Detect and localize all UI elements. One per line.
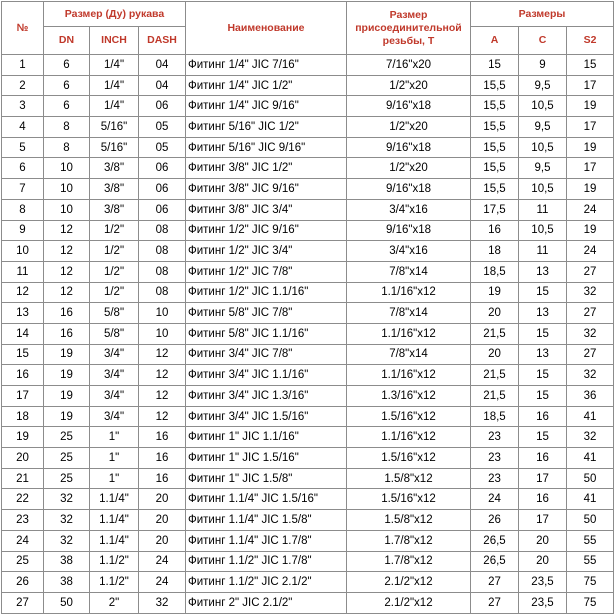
cell-number: 24 [2, 530, 44, 551]
cell-dn: 25 [44, 427, 90, 448]
cell-inch: 3/8" [90, 199, 139, 220]
cell-number: 20 [2, 448, 44, 469]
cell-a: 16 [471, 220, 519, 241]
cell-dash: 06 [139, 179, 186, 200]
cell-a: 23 [471, 427, 519, 448]
cell-thread: 1/2"x20 [347, 117, 471, 138]
cell-thread: 1.5/8"x12 [347, 468, 471, 489]
cell-name: Фитинг 3/4" JIC 7/8" [186, 344, 347, 365]
cell-number: 25 [2, 551, 44, 572]
cell-thread: 1/2"x20 [347, 158, 471, 179]
fittings-table [1, 1, 614, 614]
cell-s2: 55 [567, 551, 614, 572]
cell-inch: 5/8" [90, 303, 139, 324]
cell-name: Фитинг 1" JIC 1.5/8" [186, 468, 347, 489]
cell-c: 13 [519, 303, 567, 324]
cell-number: 21 [2, 468, 44, 489]
cell-thread: 7/8"x14 [347, 261, 471, 282]
cell-a: 24 [471, 489, 519, 510]
cell-dn: 32 [44, 489, 90, 510]
cell-a: 19 [471, 282, 519, 303]
cell-inch: 1" [90, 468, 139, 489]
cell-inch: 3/4" [90, 344, 139, 365]
table-row [2, 220, 614, 241]
cell-number: 2 [2, 75, 44, 96]
cell-c: 13 [519, 344, 567, 365]
table-row [2, 427, 614, 448]
table-row [2, 75, 614, 96]
cell-dash: 20 [139, 489, 186, 510]
cell-a: 26,5 [471, 551, 519, 572]
header-thread-size-line1: Размер [389, 8, 428, 21]
cell-number: 27 [2, 592, 44, 613]
cell-s2: 15 [567, 55, 614, 76]
cell-thread: 1/2"x20 [347, 75, 471, 96]
cell-c: 9,5 [519, 158, 567, 179]
header-thread-size [347, 2, 471, 55]
cell-a: 20 [471, 303, 519, 324]
cell-name: Фитинг 1/2" JIC 9/16" [186, 220, 347, 241]
cell-c: 20 [519, 530, 567, 551]
cell-name: Фитинг 1.1/2" JIC 1.7/8" [186, 551, 347, 572]
header-dn: DN [44, 27, 90, 55]
cell-dash: 24 [139, 572, 186, 593]
cell-a: 17,5 [471, 199, 519, 220]
cell-number: 4 [2, 117, 44, 138]
cell-a: 15,5 [471, 179, 519, 200]
cell-name: Фитинг 5/16" JIC 9/16" [186, 137, 347, 158]
cell-number: 6 [2, 158, 44, 179]
cell-name: Фитинг 1.1/4" JIC 1.7/8" [186, 530, 347, 551]
table-row [2, 137, 614, 158]
table-row [2, 510, 614, 531]
cell-a: 18,5 [471, 406, 519, 427]
cell-name: Фитинг 1/2" JIC 3/4" [186, 241, 347, 262]
cell-thread: 7/8"x14 [347, 344, 471, 365]
cell-c: 15 [519, 386, 567, 407]
cell-s2: 17 [567, 158, 614, 179]
cell-inch: 3/4" [90, 386, 139, 407]
cell-dn: 10 [44, 179, 90, 200]
cell-c: 23,5 [519, 572, 567, 593]
table-row [2, 96, 614, 117]
cell-dash: 05 [139, 137, 186, 158]
cell-name: Фитинг 5/8" JIC 7/8" [186, 303, 347, 324]
cell-a: 15,5 [471, 117, 519, 138]
header-name: Наименование [186, 2, 347, 55]
cell-dash: 20 [139, 530, 186, 551]
cell-inch: 1.1/4" [90, 489, 139, 510]
cell-dash: 16 [139, 468, 186, 489]
cell-s2: 17 [567, 75, 614, 96]
cell-thread: 1.1/16"x12 [347, 323, 471, 344]
table-row [2, 158, 614, 179]
header-number: № [2, 2, 44, 55]
table-row [2, 344, 614, 365]
cell-inch: 1/4" [90, 75, 139, 96]
cell-dn: 32 [44, 510, 90, 531]
cell-inch: 2" [90, 592, 139, 613]
cell-number: 13 [2, 303, 44, 324]
header-sleeve-size: Размер (Ду) рукава [44, 2, 186, 27]
cell-c: 15 [519, 365, 567, 386]
cell-s2: 36 [567, 386, 614, 407]
cell-dn: 19 [44, 406, 90, 427]
cell-s2: 32 [567, 282, 614, 303]
cell-s2: 19 [567, 179, 614, 200]
header-inch: INCH [90, 27, 139, 55]
cell-dn: 12 [44, 282, 90, 303]
cell-a: 15 [471, 55, 519, 76]
cell-dash: 16 [139, 448, 186, 469]
table-row [2, 303, 614, 324]
cell-name: Фитинг 1.1/4" JIC 1.5/8" [186, 510, 347, 531]
cell-dn: 8 [44, 117, 90, 138]
cell-dn: 25 [44, 468, 90, 489]
cell-inch: 1/2" [90, 220, 139, 241]
header-dimensions: Размеры [471, 2, 614, 27]
cell-number: 7 [2, 179, 44, 200]
cell-dash: 12 [139, 365, 186, 386]
cell-a: 26 [471, 510, 519, 531]
cell-name: Фитинг 3/8" JIC 1/2" [186, 158, 347, 179]
cell-c: 17 [519, 468, 567, 489]
cell-thread: 1.1/16"x12 [347, 427, 471, 448]
cell-s2: 19 [567, 137, 614, 158]
cell-number: 17 [2, 386, 44, 407]
cell-thread: 1.7/8"x12 [347, 551, 471, 572]
cell-s2: 55 [567, 530, 614, 551]
cell-s2: 41 [567, 406, 614, 427]
cell-s2: 17 [567, 117, 614, 138]
cell-c: 11 [519, 199, 567, 220]
cell-dash: 05 [139, 117, 186, 138]
cell-inch: 1/4" [90, 55, 139, 76]
cell-c: 23,5 [519, 592, 567, 613]
cell-name: Фитинг 5/8" JIC 1.1/16" [186, 323, 347, 344]
cell-c: 17 [519, 510, 567, 531]
cell-c: 10,5 [519, 220, 567, 241]
cell-name: Фитинг 2" JIC 2.1/2" [186, 592, 347, 613]
cell-inch: 3/4" [90, 406, 139, 427]
cell-name: Фитинг 3/8" JIC 9/16" [186, 179, 347, 200]
cell-s2: 27 [567, 344, 614, 365]
cell-name: Фитинг 3/4" JIC 1.5/16" [186, 406, 347, 427]
table-row [2, 572, 614, 593]
table-row [2, 323, 614, 344]
cell-name: Фитинг 1.1/2" JIC 2.1/2" [186, 572, 347, 593]
cell-s2: 50 [567, 468, 614, 489]
table-body [2, 55, 614, 614]
cell-number: 3 [2, 96, 44, 117]
cell-dn: 6 [44, 55, 90, 76]
cell-dn: 12 [44, 261, 90, 282]
cell-thread: 7/16"x20 [347, 55, 471, 76]
cell-dash: 08 [139, 220, 186, 241]
cell-number: 12 [2, 282, 44, 303]
cell-dash: 06 [139, 158, 186, 179]
cell-dn: 32 [44, 530, 90, 551]
table-row [2, 261, 614, 282]
cell-a: 18,5 [471, 261, 519, 282]
cell-dn: 38 [44, 572, 90, 593]
cell-name: Фитинг 1/2" JIC 1.1/16" [186, 282, 347, 303]
cell-dn: 12 [44, 220, 90, 241]
cell-dn: 12 [44, 241, 90, 262]
cell-number: 16 [2, 365, 44, 386]
cell-dash: 04 [139, 75, 186, 96]
header-s2: S2 [567, 27, 614, 55]
cell-dash: 08 [139, 261, 186, 282]
cell-dash: 06 [139, 199, 186, 220]
table-row [2, 282, 614, 303]
table-row [2, 241, 614, 262]
cell-inch: 1.1/4" [90, 530, 139, 551]
cell-number: 23 [2, 510, 44, 531]
cell-thread: 9/16"x18 [347, 220, 471, 241]
table-row [2, 386, 614, 407]
cell-inch: 1/4" [90, 96, 139, 117]
cell-s2: 24 [567, 199, 614, 220]
cell-a: 21,5 [471, 386, 519, 407]
cell-thread: 9/16"x18 [347, 179, 471, 200]
header-a: A [471, 27, 519, 55]
cell-s2: 24 [567, 241, 614, 262]
cell-c: 20 [519, 551, 567, 572]
cell-number: 18 [2, 406, 44, 427]
cell-number: 22 [2, 489, 44, 510]
cell-name: Фитинг 5/16" JIC 1/2" [186, 117, 347, 138]
cell-thread: 1.5/16"x12 [347, 448, 471, 469]
cell-dn: 38 [44, 551, 90, 572]
table-row [2, 489, 614, 510]
cell-number: 19 [2, 427, 44, 448]
cell-c: 9,5 [519, 117, 567, 138]
cell-dn: 50 [44, 592, 90, 613]
cell-thread: 3/4"x16 [347, 241, 471, 262]
cell-s2: 19 [567, 220, 614, 241]
cell-s2: 27 [567, 303, 614, 324]
table-row [2, 365, 614, 386]
cell-c: 13 [519, 261, 567, 282]
cell-thread: 1.7/8"x12 [347, 530, 471, 551]
cell-a: 23 [471, 448, 519, 469]
cell-thread: 7/8"x14 [347, 303, 471, 324]
cell-s2: 32 [567, 365, 614, 386]
table-row [2, 551, 614, 572]
cell-dn: 6 [44, 96, 90, 117]
cell-thread: 2.1/2"x12 [347, 592, 471, 613]
cell-c: 9 [519, 55, 567, 76]
cell-dn: 19 [44, 386, 90, 407]
cell-c: 15 [519, 427, 567, 448]
header-c: C [519, 27, 567, 55]
cell-name: Фитинг 3/8" JIC 3/4" [186, 199, 347, 220]
cell-dash: 06 [139, 96, 186, 117]
cell-c: 9,5 [519, 75, 567, 96]
cell-a: 21,5 [471, 323, 519, 344]
cell-c: 10,5 [519, 179, 567, 200]
cell-dash: 16 [139, 427, 186, 448]
cell-inch: 1/2" [90, 261, 139, 282]
cell-thread: 1.5/16"x12 [347, 489, 471, 510]
header-dash: DASH [139, 27, 186, 55]
cell-a: 15,5 [471, 96, 519, 117]
cell-thread: 9/16"x18 [347, 137, 471, 158]
cell-dash: 24 [139, 551, 186, 572]
table-row [2, 530, 614, 551]
cell-name: Фитинг 1/4" JIC 1/2" [186, 75, 347, 96]
cell-name: Фитинг 1/4" JIC 7/16" [186, 55, 347, 76]
cell-thread: 1.1/16"x12 [347, 365, 471, 386]
cell-inch: 3/4" [90, 365, 139, 386]
table-row [2, 117, 614, 138]
cell-s2: 41 [567, 489, 614, 510]
cell-dash: 12 [139, 344, 186, 365]
cell-inch: 5/8" [90, 323, 139, 344]
cell-a: 18 [471, 241, 519, 262]
cell-inch: 5/16" [90, 117, 139, 138]
cell-number: 11 [2, 261, 44, 282]
cell-name: Фитинг 1/4" JIC 9/16" [186, 96, 347, 117]
cell-dash: 20 [139, 510, 186, 531]
cell-dash: 04 [139, 55, 186, 76]
cell-number: 9 [2, 220, 44, 241]
cell-thread: 3/4"x16 [347, 199, 471, 220]
cell-dn: 25 [44, 448, 90, 469]
table-row [2, 179, 614, 200]
cell-c: 16 [519, 448, 567, 469]
table-row [2, 448, 614, 469]
table-row [2, 55, 614, 76]
cell-c: 16 [519, 406, 567, 427]
cell-inch: 1.1/2" [90, 551, 139, 572]
cell-inch: 1.1/4" [90, 510, 139, 531]
cell-dash: 32 [139, 592, 186, 613]
cell-inch: 1.1/2" [90, 572, 139, 593]
cell-s2: 27 [567, 261, 614, 282]
cell-name: Фитинг 3/4" JIC 1.1/16" [186, 365, 347, 386]
cell-dn: 6 [44, 75, 90, 96]
cell-c: 10,5 [519, 96, 567, 117]
cell-s2: 19 [567, 96, 614, 117]
table-row [2, 468, 614, 489]
cell-dn: 10 [44, 199, 90, 220]
cell-name: Фитинг 1" JIC 1.5/16" [186, 448, 347, 469]
cell-s2: 75 [567, 572, 614, 593]
cell-number: 14 [2, 323, 44, 344]
cell-inch: 1" [90, 448, 139, 469]
cell-dn: 19 [44, 365, 90, 386]
cell-name: Фитинг 1.1/4" JIC 1.5/16" [186, 489, 347, 510]
cell-s2: 50 [567, 510, 614, 531]
cell-a: 27 [471, 592, 519, 613]
cell-dash: 08 [139, 282, 186, 303]
cell-name: Фитинг 1" JIC 1.1/16" [186, 427, 347, 448]
cell-number: 5 [2, 137, 44, 158]
cell-a: 26,5 [471, 530, 519, 551]
table-row [2, 406, 614, 427]
cell-inch: 1" [90, 427, 139, 448]
cell-name: Фитинг 1/2" JIC 7/8" [186, 261, 347, 282]
cell-dash: 10 [139, 303, 186, 324]
cell-c: 10,5 [519, 137, 567, 158]
cell-inch: 3/8" [90, 158, 139, 179]
cell-dn: 16 [44, 303, 90, 324]
cell-inch: 1/2" [90, 241, 139, 262]
cell-a: 15,5 [471, 158, 519, 179]
cell-a: 15,5 [471, 75, 519, 96]
cell-inch: 5/16" [90, 137, 139, 158]
cell-thread: 1.5/16"x12 [347, 406, 471, 427]
cell-thread: 1.3/16"x12 [347, 386, 471, 407]
cell-inch: 1/2" [90, 282, 139, 303]
cell-number: 15 [2, 344, 44, 365]
cell-c: 11 [519, 241, 567, 262]
cell-thread: 1.1/16"x12 [347, 282, 471, 303]
cell-number: 1 [2, 55, 44, 76]
cell-dn: 8 [44, 137, 90, 158]
cell-number: 10 [2, 241, 44, 262]
cell-thread: 1.5/8"x12 [347, 510, 471, 531]
cell-c: 15 [519, 282, 567, 303]
cell-s2: 32 [567, 427, 614, 448]
cell-c: 16 [519, 489, 567, 510]
cell-number: 26 [2, 572, 44, 593]
cell-thread: 2.1/2"x12 [347, 572, 471, 593]
cell-a: 27 [471, 572, 519, 593]
cell-dn: 16 [44, 323, 90, 344]
cell-number: 8 [2, 199, 44, 220]
cell-a: 20 [471, 344, 519, 365]
cell-a: 23 [471, 468, 519, 489]
cell-thread: 9/16"x18 [347, 96, 471, 117]
table-row [2, 199, 614, 220]
cell-dash: 10 [139, 323, 186, 344]
cell-s2: 41 [567, 448, 614, 469]
cell-dash: 08 [139, 241, 186, 262]
table-row [2, 592, 614, 613]
cell-s2: 32 [567, 323, 614, 344]
cell-dash: 12 [139, 386, 186, 407]
cell-name: Фитинг 3/4" JIC 1.3/16" [186, 386, 347, 407]
cell-dn: 10 [44, 158, 90, 179]
cell-a: 15,5 [471, 137, 519, 158]
cell-a: 21,5 [471, 365, 519, 386]
header-thread-size-line2: присоединительной [355, 21, 462, 34]
cell-inch: 3/8" [90, 179, 139, 200]
cell-s2: 75 [567, 592, 614, 613]
cell-dn: 19 [44, 344, 90, 365]
header-thread-size-line3: резьбы, T [382, 34, 435, 47]
cell-dash: 12 [139, 406, 186, 427]
cell-c: 15 [519, 323, 567, 344]
